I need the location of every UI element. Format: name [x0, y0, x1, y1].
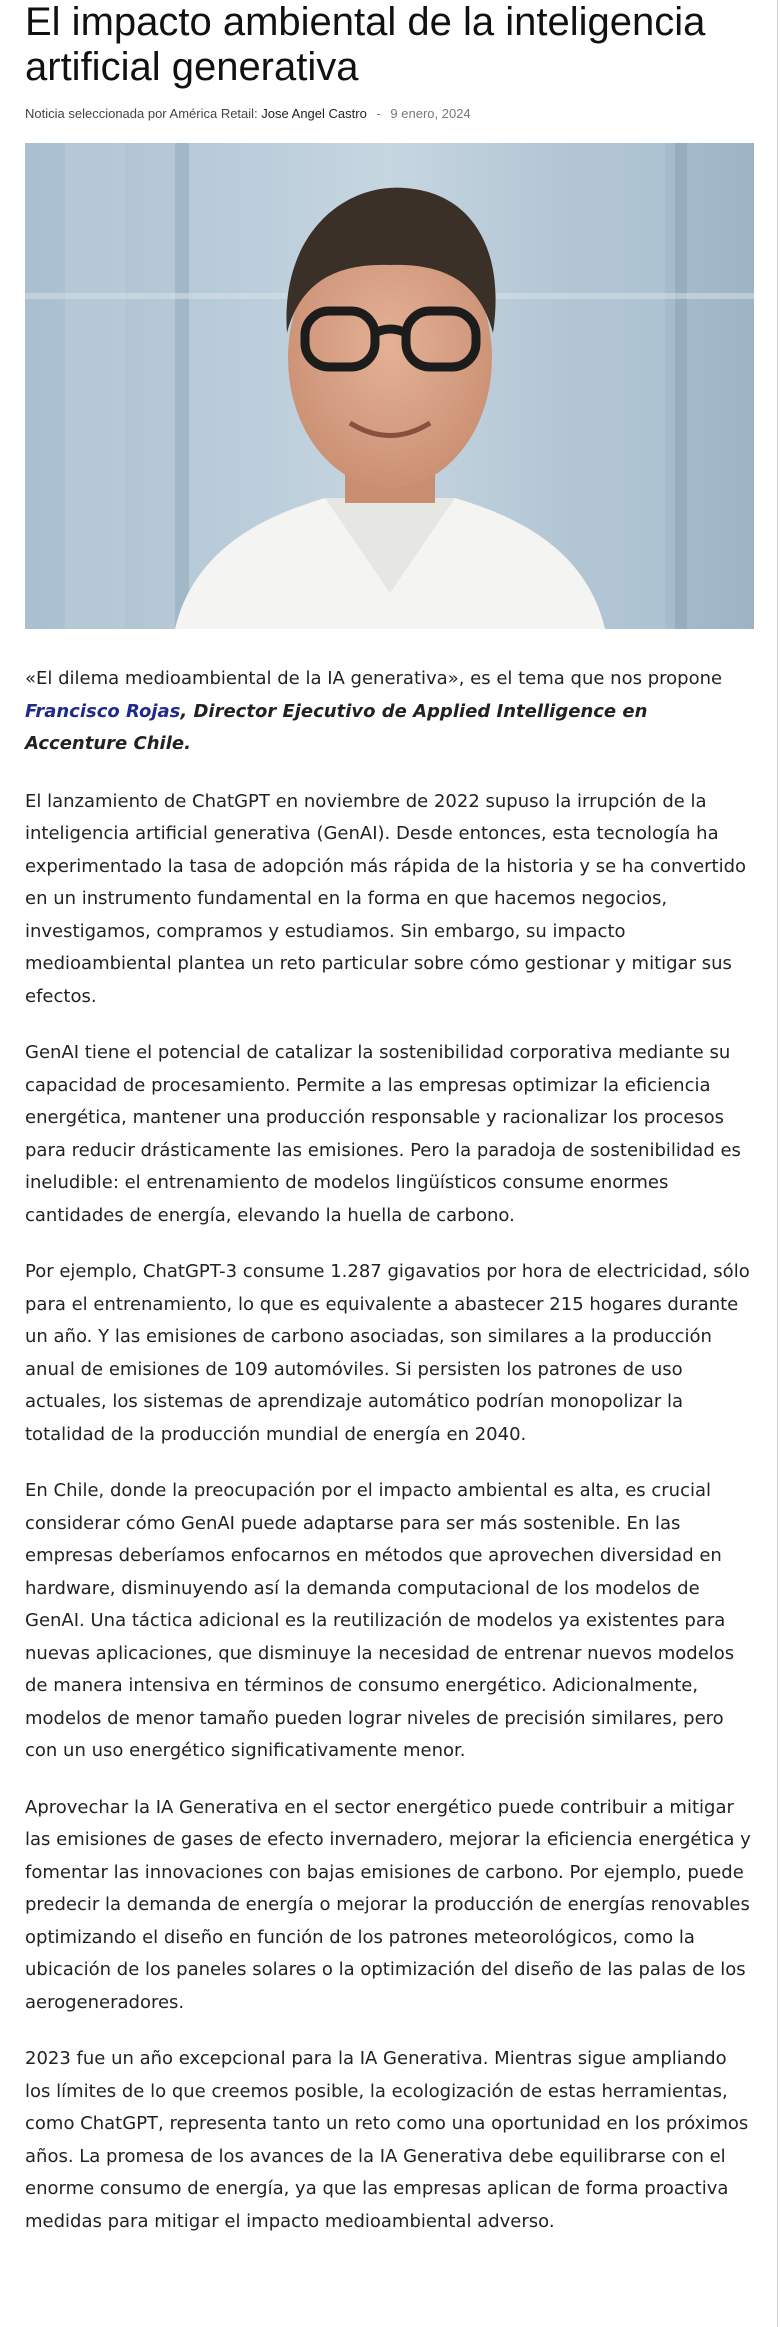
body-paragraph: El lanzamiento de ChatGPT en noviembre de 2022 supuso la irrupción de la inteligencia artificial generativa (GenAI). Desde entonces, esta tecnología ha experimentado la tasa de adopción más rápida de la historia y se ha convertido en un instrumento fundamental en la forma en que hacemos negocios, investigamos, compramos y estudiamos. Sin embargo, su impacto medioambiental plantea un reto particular sobre cómo gestionar y mitigar sus efectos.	[25, 790, 747, 1007]
meta-separator: -	[376, 106, 381, 121]
article-body	[25, 663, 755, 2262]
body-paragraph: En Chile, donde la preocupación por el impacto ambiental es alta, es crucial considerar cómo GenAI puede adaptarse para ser más sostenible. En las empresas deberíamos enfocarnos en métodos que aprovechen diversidad en hardware, disminuyendo así la demanda computacional de los modelos de GenAI. Una táctica adicional es la reutilización de modelos ya existentes para nuevas aplicaciones, que disminuye la necesidad de entrenar nuevos modelos de manera intensiva en términos de consumo energético. Adicionalmente, modelos de menor tamaño pueden lograr niveles de precisión similares, pero con un uso energético significativamente menor.	[25, 1480, 735, 1761]
page-edge-divider	[777, 0, 778, 2327]
intro-paragraph	[25, 663, 755, 761]
body-paragraph: GenAI tiene el potencial de catalizar la sostenibilidad corporativa mediante su capacidad de procesamiento. Permite a las empresas optimizar la eficiencia energética, mantener una producción responsable y racionalizar los procesos para reducir drásticamente las emisiones. Pero la paradoja de sostenibilidad es ineludible: el entrenamiento de modelos lingüísticos consume enormes cantidades de energía, elevando la huella de carbono.	[25, 1042, 741, 1226]
publish-date: 9 enero, 2024	[390, 106, 471, 121]
meta-prefix: Noticia seleccionada por América Retail:	[25, 106, 258, 121]
article-title: El impacto ambiental de la inteligencia artificial generativa	[25, 0, 706, 89]
portrait-photo	[25, 143, 754, 629]
body-paragraph: Aprovechar la IA Generativa en el sector energético puede contribuir a mitigar las emisiones de gases de efecto invernadero, mejorar la eficiencia energética y fomentar las innovaciones con bajas emisiones de carbono. Por ejemplo, puede predecir la demanda de energía o mejorar la producción de energías renovables optimizando el diseño en función de los patrones meteorológicos, como la ubicación de los paneles solares o la optimización del diseño de las palas de los aerogeneradores.	[25, 1796, 751, 2013]
body-paragraph: Por ejemplo, ChatGPT-3 consume 1.287 gigavatios por hora de electricidad, sólo para el entrenamiento, lo que es equivalente a abastecer 215 hogares durante un año. Y las emisiones de carbono asociadas, son similares a la producción anual de emisiones de 109 automóviles. Si persisten los patrones de uso actuales, los sistemas de aprendizaje automático podrían monopolizar la totalidad de la producción mundial de energía en 2040.	[25, 1261, 750, 1445]
body-paragraph: 2023 fue un año excepcional para la IA Generativa. Mientras sigue ampliando los límites de lo que creemos posible, la ecologización de estas herramientas, como ChatGPT, representa tanto un reto como una oportunidad en los próximos años. La promesa de los avances de la IA Generativa debe equilibrarse con el enorme consumo de energía, ya que las empresas aplican de forma proactiva medidas para mitigar el impacto medioambiental adverso.	[25, 2048, 749, 2232]
article-meta	[25, 106, 471, 121]
author-role: , Director Ejecutivo de Applied Intelligence en Accenture Chile.	[25, 700, 648, 754]
author-link[interactable]: Jose Angel Castro	[261, 106, 367, 121]
intro-lead: «El dilema medioambiental de la IA generativa», es el tema que nos propone	[25, 668, 723, 689]
author-name-link[interactable]: Francisco Rojas	[25, 700, 181, 722]
